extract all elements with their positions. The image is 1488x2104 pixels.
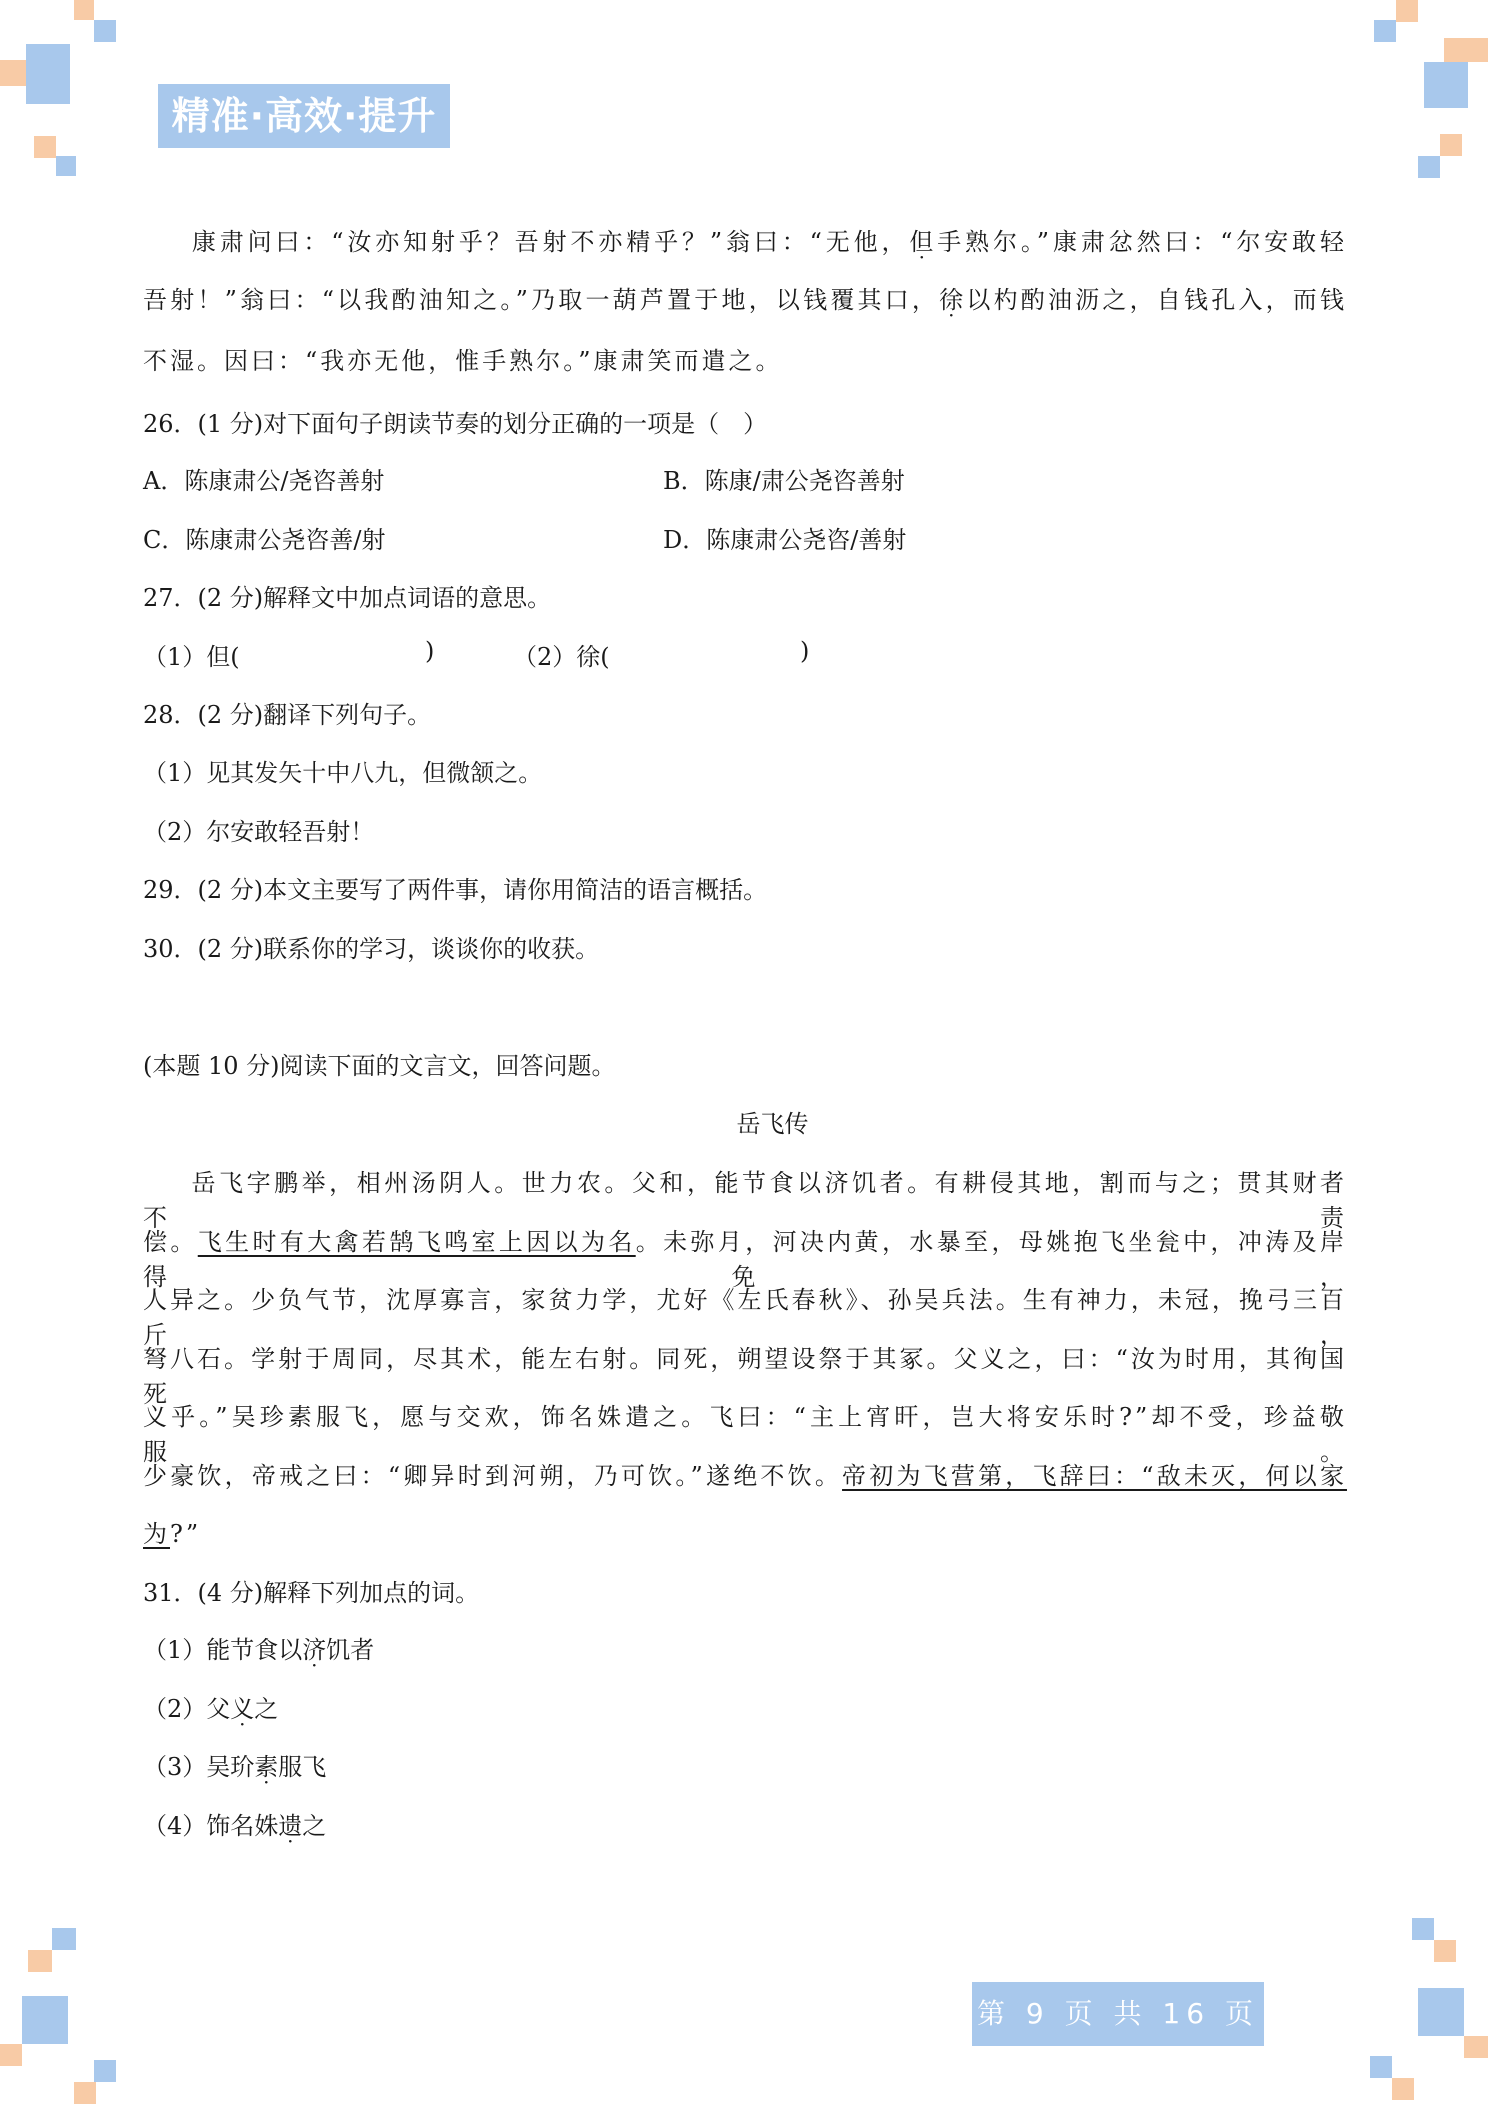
option-d: D．陈康肃公尧咨/善射 — [663, 526, 907, 554]
underlined-sentence: 帝初为飞营第，飞辞曰：“敌未灭，何以家 — [842, 1462, 1347, 1490]
word-item-4: （4）饰名姝遗之 — [143, 1812, 327, 1840]
question-31-stem: 31．(4 分)解释下列加点的词。 — [143, 1579, 480, 1607]
translate-sentence-2: （2）尔安敢轻吾射！ — [143, 818, 375, 846]
dotted-word: 徐 — [939, 286, 967, 314]
dotted-word: 素 — [254, 1753, 279, 1781]
header-banner: 精准·高效·提升 — [158, 84, 450, 148]
dotted-word: 济 — [302, 1636, 327, 1664]
passage-line: 吾射！”翁曰：“以我酌油知之。”乃取一葫芦置于地，以钱覆其口，徐以杓酌油沥之，自钱孔入，而钱 — [143, 286, 1348, 314]
blank-2-label: （2）徐( — [513, 643, 610, 671]
passage-title: 岳飞传 — [736, 1110, 809, 1138]
passage-line: 义乎。”吴珍素服飞，愿与交欢，饰名姝遣之。飞曰：“主上宵旰，岂大将安乐时?”却不受，珍益敬服。 — [143, 1403, 1347, 1466]
passage-line: 不湿。因曰：“我亦无他，惟手熟尔。”康肃笑而遣之。 — [143, 347, 783, 375]
passage-line: 岳飞字鹏举，相州汤阴人。世力农。父和，能节食以济饥者。有耕侵其地，割而与之；贯其财者不责 — [143, 1169, 1347, 1232]
blank-1-label: （1）但( — [143, 643, 240, 671]
passage-line: 康肃问曰：“汝亦知射乎？吾射不亦精乎？”翁曰：“无他，但手熟尔。”康肃忿然曰：“尔安敢轻 — [191, 228, 1348, 256]
passage-line: 人异之。少负气节，沈厚寡言，家贫力学，尤好《左氏春秋》、孙吴兵法。生有神力，未冠，挽弓三百斤， — [143, 1286, 1347, 1349]
word-item-1: （1）能节食以济饥者 — [143, 1636, 375, 1664]
question-27-stem: 27．(2 分)解释文中加点词语的意思。 — [143, 584, 552, 612]
underlined-sentence: 飞生时有大禽若鹄飞鸣室上因以为名 — [197, 1228, 636, 1256]
blank-2-close: ) — [800, 637, 810, 665]
option-b: B．陈康/肃公尧咨善射 — [663, 467, 905, 495]
option-a: A．陈康肃公/尧咨善射 — [143, 467, 385, 495]
dotted-word: 义 — [230, 1695, 255, 1723]
page-number-badge: 第 9 页 共 16 页 — [972, 1982, 1264, 2046]
section-intro: (本题 10 分)阅读下面的文言文，回答问题。 — [143, 1052, 616, 1080]
blank-1-close: ) — [425, 637, 435, 665]
passage-line: 弩八石。学射于周同，尽其术，能左右射。同死，朔望设祭于其冢。父义之，曰：“汝为时用，其徇国死 — [143, 1345, 1347, 1408]
question-28-stem: 28．(2 分)翻译下列句子。 — [143, 701, 432, 729]
passage-line: 偿。飞生时有大禽若鹄飞鸣室上因以为名。未弥月，河决内黄，水暴至，母姚抱飞坐瓮中，冲涛及岸得免， — [143, 1228, 1348, 1291]
passage-line: 为?” — [143, 1520, 202, 1548]
question-26-stem: 26．(1 分)对下面句子朗读节奏的划分正确的一项是（ ） — [143, 410, 768, 438]
word-item-2: （2）父义之 — [143, 1695, 279, 1723]
translate-sentence-1: （1）见其发矢十中八九，但微颔之。 — [143, 759, 543, 787]
option-c: C．陈康肃公尧咨善/射 — [143, 526, 386, 554]
word-item-3: （3）吴玠素服飞 — [143, 1753, 327, 1781]
question-29: 29．(2 分)本文主要写了两件事，请你用简洁的语言概括。 — [143, 876, 768, 904]
underlined-sentence: 为 — [143, 1520, 170, 1548]
question-30: 30．(2 分)联系你的学习，谈谈你的收获。 — [143, 935, 600, 963]
dotted-word: 遗 — [278, 1812, 303, 1840]
dotted-word: 但 — [909, 228, 938, 256]
passage-line: 少豪饮，帝戒之曰：“卿异时到河朔，乃可饮。”遂绝不饮。帝初为飞营第，飞辞曰：“敌未灭，何以家 — [143, 1462, 1347, 1490]
